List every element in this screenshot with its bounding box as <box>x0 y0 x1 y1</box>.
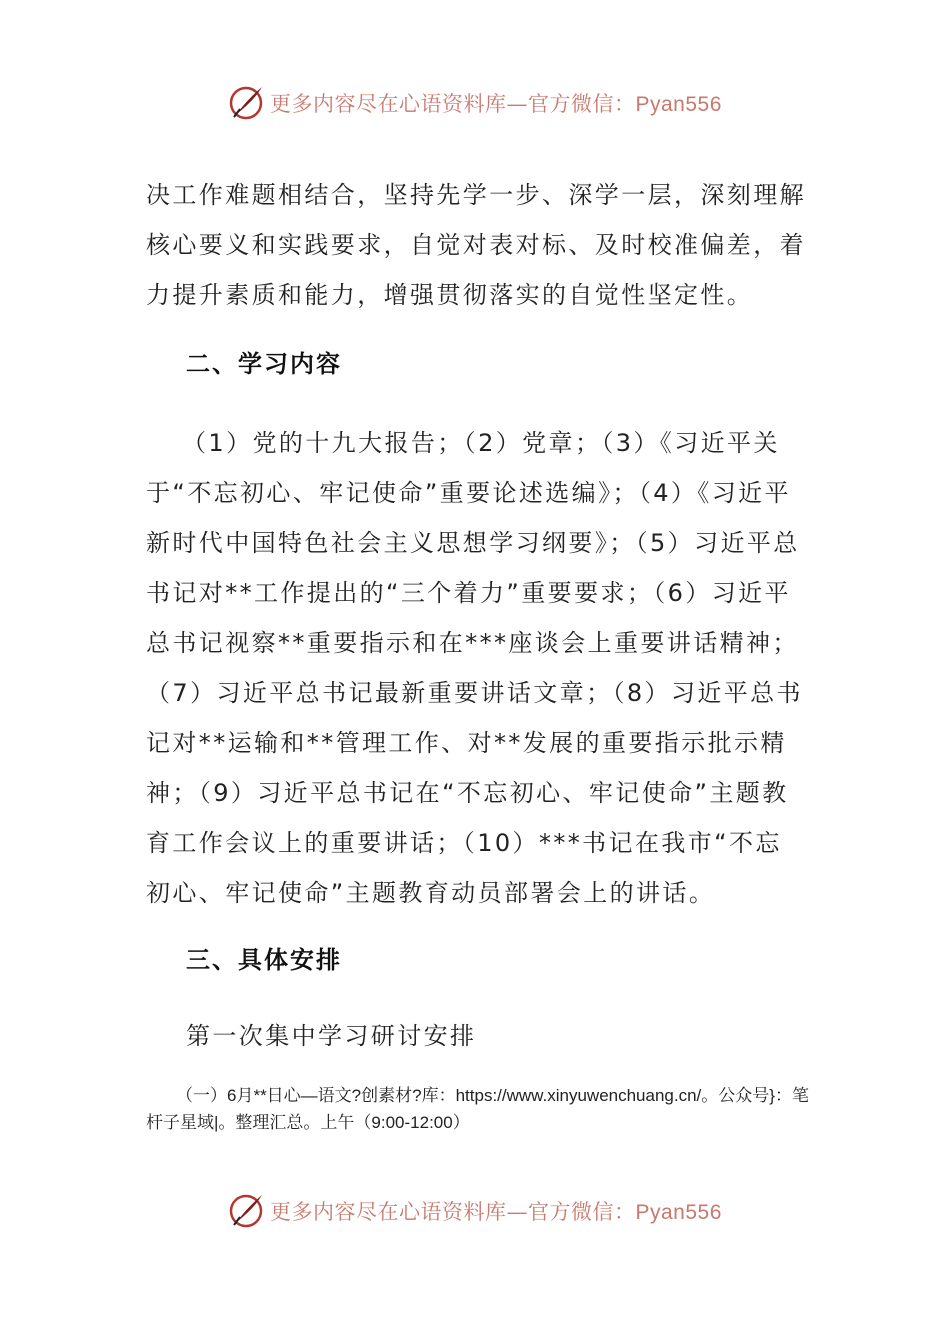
banner-wechat-id: Pyan556 <box>635 1201 722 1224</box>
quill-pen-logo-icon <box>226 83 266 123</box>
subheading-first-session: 第一次集中学习研讨安排 <box>186 1022 477 1050</box>
banner-official-label: 官方微信： <box>528 1200 636 1224</box>
banner-separator: — <box>506 1200 528 1224</box>
quill-pen-logo-icon <box>226 1191 266 1231</box>
paragraph-schedule: （一）6月**日心—语文?创素材?库：https://www.xinyuwenchuang.cn/。公众号}：笔杆子星域|。整理汇总。上午（9:00-12:00） <box>146 1086 809 1132</box>
header-banner <box>226 80 726 126</box>
banner-official-label: 官方微信： <box>528 92 636 116</box>
banner-library-text: 更多内容尽在心语资料库 <box>270 92 507 116</box>
banner-separator: — <box>506 92 528 116</box>
paragraph-1: 决工作难题相结合，坚持先学一步、深学一层，深刻理解核心要义和实践要求，自觉对表对标、及时校准偏差，着力提升素质和能力，增强贯彻落实的自觉性坚定性。 <box>146 181 806 309</box>
paragraph-study-list: （1）党的十九大报告；（2）党章；（3）《习近平关于“不忘初心、牢记使命”重要论述选编》；（4）《习近平新时代中国特色社会主义思想学习纲要》；（5）习近平总书记对**工作提出的“三个着力”重要要求；（6）习近平总书记视察**重要指示和在***座谈会上重要讲话精神；（7）习近平总书记最新重要讲话文章；（8）习近平总书记对**运输和**管理工作、对**发展的重要指示批示精神；（9）习近平总书记在“不忘初心、牢记使命”主题教育工作会议上的重要讲话；（10）***书记在我市“不忘初心、牢记使命”主题教育动员部署会上的讲话。 <box>146 429 803 907</box>
footer-banner <box>226 1188 726 1234</box>
banner-library-text: 更多内容尽在心语资料库 <box>270 1200 507 1224</box>
heading-arrangement: 三、具体安排 <box>186 946 342 974</box>
banner-text <box>270 1196 722 1226</box>
heading-study-content: 二、学习内容 <box>186 350 342 378</box>
banner-text <box>270 88 722 118</box>
banner-wechat-id: Pyan556 <box>635 93 722 116</box>
